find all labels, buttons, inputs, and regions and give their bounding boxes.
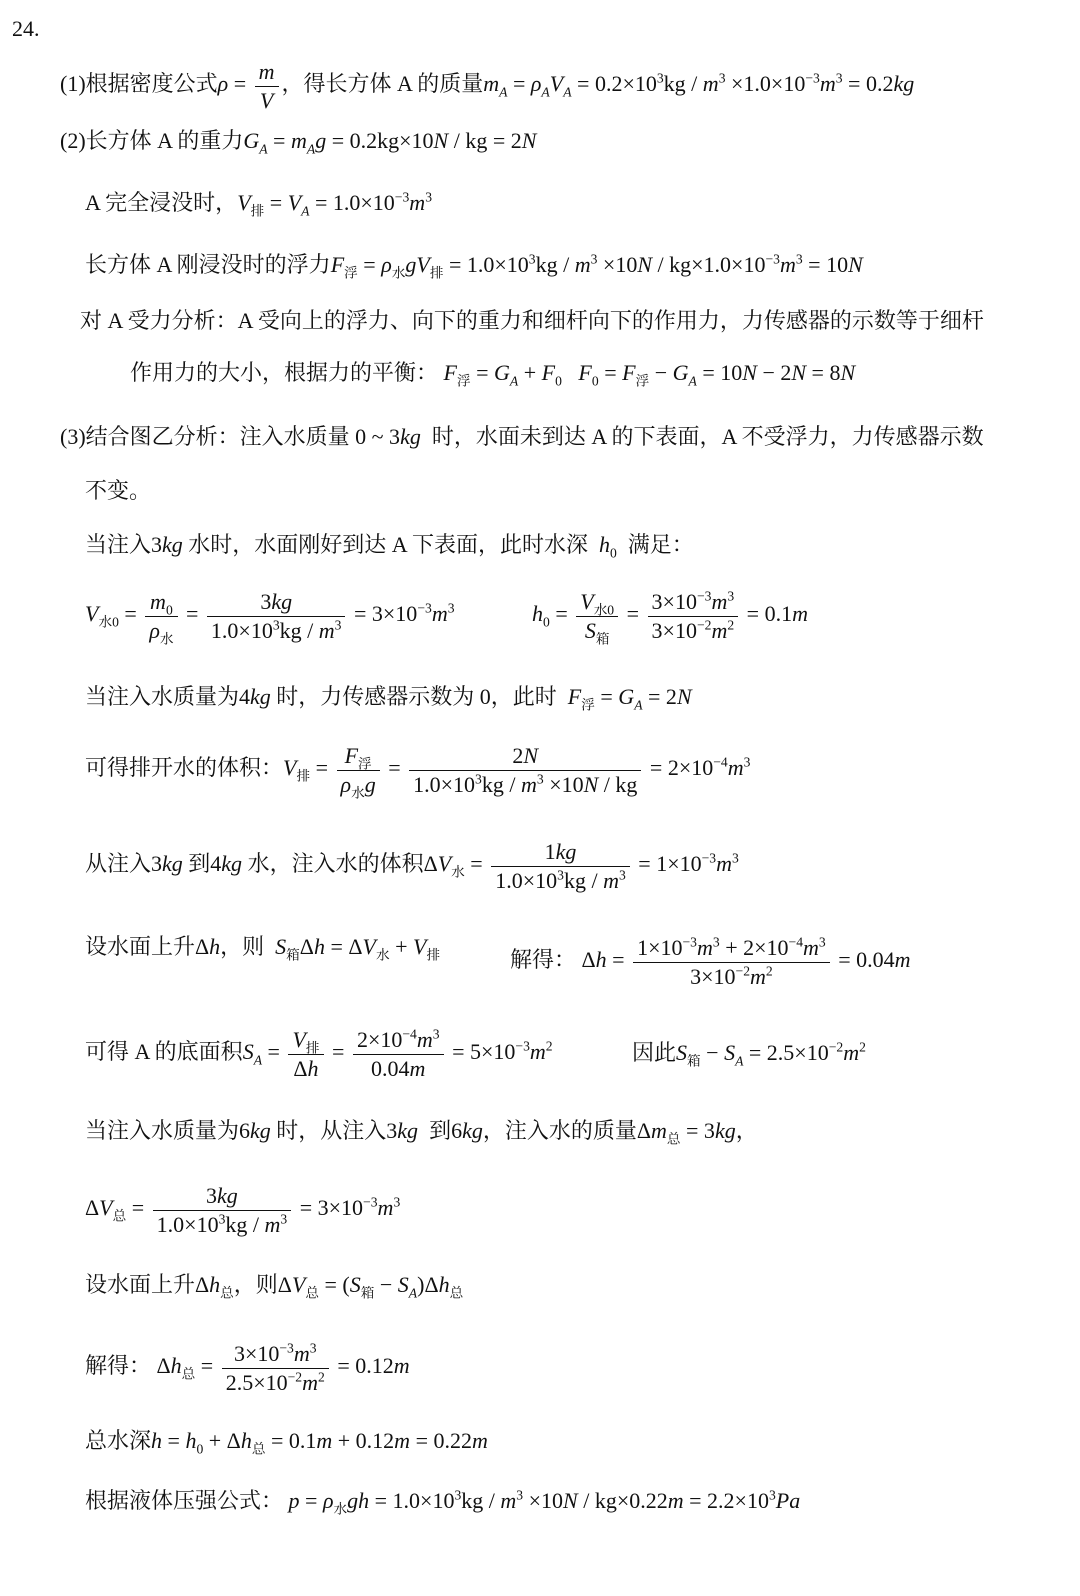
part3-intro-cont: 不变。 — [85, 478, 152, 503]
part3-rise-total-equation: 设水面上升$\Delta h_总$，则$\Delta V_总 = (S_箱 - S_A)\Delta h_总$ — [85, 1272, 464, 1301]
part3-area-a: 可得 A 的底面积$S_A$ = $\frac{V_排}{\Delta h}$ = $\frac{2\times 10^{-4}m^3}{0.04m}$ = $5\times 10^{-3}m^2$ — [85, 1026, 553, 1081]
part2-force-analysis: 对 A 受力分析：A 受向上的浮力、向下的重力和细杆向下的作用力，力传感器的示数等于细杆 — [80, 308, 984, 333]
part3-delta-v-total: $\Delta V_总$ = $\frac{3kg}{1.0\times 10^3kg / m^3}$ = $3\times 10^{-3}m^3$ — [85, 1183, 401, 1237]
part1-density-mass: (1)根据密度公式ρ = $\frac{m}{V}$ ，得长方体 A 的质量$m_A = \rho_AV_A = 0.2\times 10^3kg / m^3 \times 1.0\times 10^{-3}m^3 = 0.2kg$ — [60, 59, 915, 113]
part3-displaced-volume: 可得排开水的体积：$V_排$ = $\frac{F_浮}{\rho_水g}$ = $\frac{2N}{1.0\times 10^3kg / m^3 \times 10N / kg}$ = $2\times 10^{-4}m^3$ — [85, 743, 751, 800]
problem-number: 24. — [12, 16, 40, 41]
part3-v-water0: $V_{水0}$ = $\frac{m_0}{\rho_水}$ = $\frac{3kg}{1.0\times 10^3kg / m^3}$ = $3\times 10^{-3}m^3$ — [85, 589, 455, 646]
part3-h0: $h_0$ = $\frac{V_{水0}}{S_箱}$ = $\frac{3\times 10^{-3}m^3}{3\times 10^{-2}m^2}$ = 0.1m — [532, 588, 808, 646]
part3-6kg-statement: 当注入水质量为6kg 时，从注入3kg 到6kg，注入水的质量$\Delta m_总 = 3kg$， — [85, 1118, 758, 1147]
part3-area-difference: 因此$S_箱 - S_A = 2.5\times 10^{-2}m^2$ — [632, 1039, 866, 1069]
part3-4kg-statement: 当注入水质量为4kg 时，力传感器示数为 0，此时 $F_浮 = G_A = 2N$ — [85, 684, 692, 713]
part2-force-balance: 作用力的大小，根据力的平衡： $F_浮 = G_A + F_0$ $F_0 = F_浮 - G_A = 10N - 2N = 8N$ — [130, 360, 856, 389]
part3-delta-h: 解得： Δh = $\frac{1\times 10^{-3}m^3 + 2\times 10^{-4}m^3}{3\times 10^{-2}m^2}$ = 0.04m — [510, 934, 911, 989]
part3-pressure: 根据液体压强公式： $p = \rho_水gh = 1.0\times 10^3kg / m^3 \times 10N / kg\times 0.22m = 2.2\times 10^3Pa$ — [85, 1487, 801, 1517]
part3-total-depth: 总水深$h = h_0 + \Delta h_总 = 0.1m + 0.12m = 0.22m$ — [85, 1428, 488, 1457]
part2-submerged-volume: A 完全浸没时，$V_排 = V_A = 1.0\times 10^{-3}m^3$ — [85, 189, 432, 219]
part3-delta-h-total: 解得： $\Delta h_总$ = $\frac{3\times 10^{-3}m^3}{2.5\times 10^{-2}m^2}$ = 0.12m — [85, 1340, 410, 1395]
part3-delta-v-water: 从注入3kg 到4kg 水，注入水的体积$\Delta V_水$ = $\frac{1kg}{1.0\times 10^3kg / m^3}$ = $1\times 10^{-3}m^3$ — [85, 839, 739, 893]
part2-buoyancy: 长方体 A 刚浸没时的浮力$F_浮 = \rho_水gV_排 = 1.0\times 10^3kg / m^3 \times 10N / kg\times 1.0\times 10^{-3}m^3 = 10N$ — [85, 251, 863, 281]
part3-intro: (3)结合图乙分析：注入水质量 0 ~ 3kg 时，水面未到达 A 的下表面，A 不受浮力，力传感器示数 — [60, 424, 984, 449]
part3-rise-equation: 设水面上升Δh，则 $S_箱\Delta h = \Delta V_水 + V_排$ — [85, 934, 441, 963]
part2-weight: (2)长方体 A 的重力$G_A = m_Ag = 0.2kg\times 10N$ / kg = 2N — [60, 128, 537, 157]
part3-3kg-statement: 当注入3kg 水时，水面刚好到达 A 下表面，此时水深 $h_0$ 满足： — [85, 532, 694, 561]
